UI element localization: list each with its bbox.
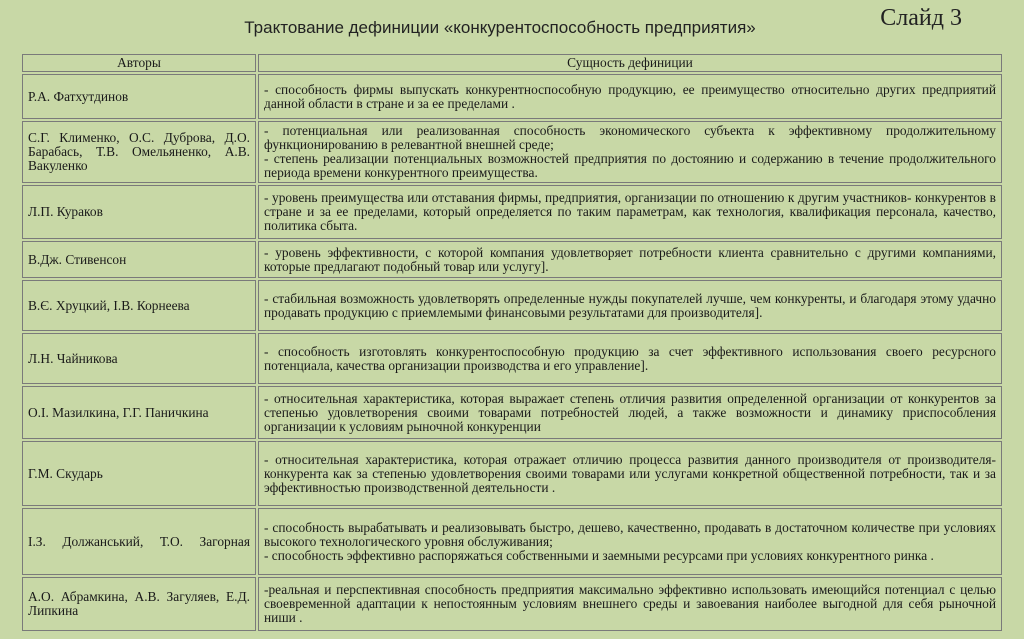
definition-text: - потенциальная или реализованная способность экономического субъекта к эффективному продолжительному функционированию в релевантной внешней среде; — [264, 123, 996, 152]
definition-text: - способность вырабатывать и реализовывать быстро, дешево, качественно, продавать в достаточном количестве при условиях высокого технологического уровня обслуживания; — [264, 519, 996, 549]
definition-cell — [258, 577, 1002, 631]
definition-cell — [258, 241, 1002, 278]
definition-text: - способность изготовлять конкурентоспособную продукцию за счет эффективного использования своего ресурсного потенциала, качества организации производства и его управление]. — [264, 343, 996, 373]
table-row — [22, 577, 1002, 631]
definition-cell — [258, 121, 1002, 183]
definition-text: - способность эффективно распоряжаться собственными и заемными ресурсами при условиях конкурентного ринка . — [264, 547, 934, 563]
author-cell: С.Г. Клименко, О.С. Дуброва, Д.О. Барабась, Т.В. Омельяненко, А.В. Вакуленко — [22, 121, 256, 183]
definition-text: - уровень преимущества или отставания фирмы, предприятия, организации по отношению к другим участников- конкурентов в стране и за ее пределами, который определяется по таким параметрам, как технология, квалификация персонала, качество, политика сбыта. — [264, 190, 996, 233]
table-row — [22, 441, 1002, 506]
author-cell: О.І. Мазилкина, Г.Г. Паничкина — [22, 386, 256, 439]
definitions-table — [20, 52, 1004, 633]
table-row — [22, 333, 1002, 384]
definition-cell — [258, 280, 1002, 331]
definition-cell — [258, 333, 1002, 384]
definition-text: - относительная характеристика, которая отражает отличию процесса развития данного производителя от производителя-конкурента как за степенью удовлетворения своими товарами или услугами конкретной общественной потребности, так и за эффективностью производственной деятельности . — [264, 451, 996, 495]
definition-cell — [258, 386, 1002, 439]
table-row — [22, 280, 1002, 331]
definition-text: - способность фирмы выпускать конкурентноспособную продукцию, ее преимущество относительно других предприятий данной области в стране и за ее пределами . — [264, 81, 996, 111]
table-row — [22, 185, 1002, 239]
header-definition: Сущность дефиниции — [258, 54, 1002, 72]
definition-text: - уровень эффективности, с которой компания удовлетворяет потребности клиента сравнительно с другими компаниями, которые предлагают подобный товар или услугу]. — [264, 244, 996, 274]
author-cell: Г.М. Скударь — [22, 441, 256, 506]
slide-title: Трактование дефиниции «конкурентоспособность предприятия» — [244, 18, 756, 37]
author-cell: В.Є. Хруцкий, І.В. Корнеева — [22, 280, 256, 331]
definition-text: -реальная и перспективная способность предприятия максимально эффективно использовать имеющийся потенциал с целью своевременной адаптации к непостоянным условиям внешнего среды и завоевания наиболее выгодной для себя рыночной ниши . — [264, 582, 996, 625]
author-cell: Л.Н. Чайникова — [22, 333, 256, 384]
slide-number: Слайд 3 — [880, 5, 962, 31]
definition-text: - степень реализации потенциальных возможностей предприятия по достоянию и содержанию в течение продолжительного периода времени конкурентного преимущества. — [264, 151, 996, 180]
definition-cell — [258, 441, 1002, 506]
author-cell: В.Дж. Стивенсон — [22, 241, 256, 278]
definition-cell — [258, 185, 1002, 239]
table-row — [22, 74, 1002, 119]
definition-cell — [258, 508, 1002, 575]
definition-text: - стабильная возможность удовлетворять определенные нужды покупателей лучше, чем конкуренты, и благодаря этому удачно продавать продукцию с приемлемыми финансовыми результатами для производителя]. — [264, 290, 996, 320]
table-row — [22, 386, 1002, 439]
table-row — [22, 508, 1002, 575]
table-row — [22, 121, 1002, 183]
author-cell: Л.П. Кураков — [22, 185, 256, 239]
author-cell: Р.А. Фатхутдинов — [22, 74, 256, 119]
table-header-row — [22, 54, 1002, 72]
header-authors: Авторы — [22, 54, 256, 72]
table-row — [22, 241, 1002, 278]
author-cell: І.З. Должанський, Т.О. Загорная — [22, 508, 256, 575]
definition-text: - относительная характеристика, которая выражает степень отличия развития определенной организации от конкурентов за степенью удовлетворения своими товарами потребностей людей, а также возможности и динамику приспособления организации к условиям рыночной конкуренции — [264, 390, 996, 434]
definition-cell — [258, 74, 1002, 119]
author-cell: А.О. Абрамкина, А.В. Загуляев, Е.Д. Липкина — [22, 577, 256, 631]
